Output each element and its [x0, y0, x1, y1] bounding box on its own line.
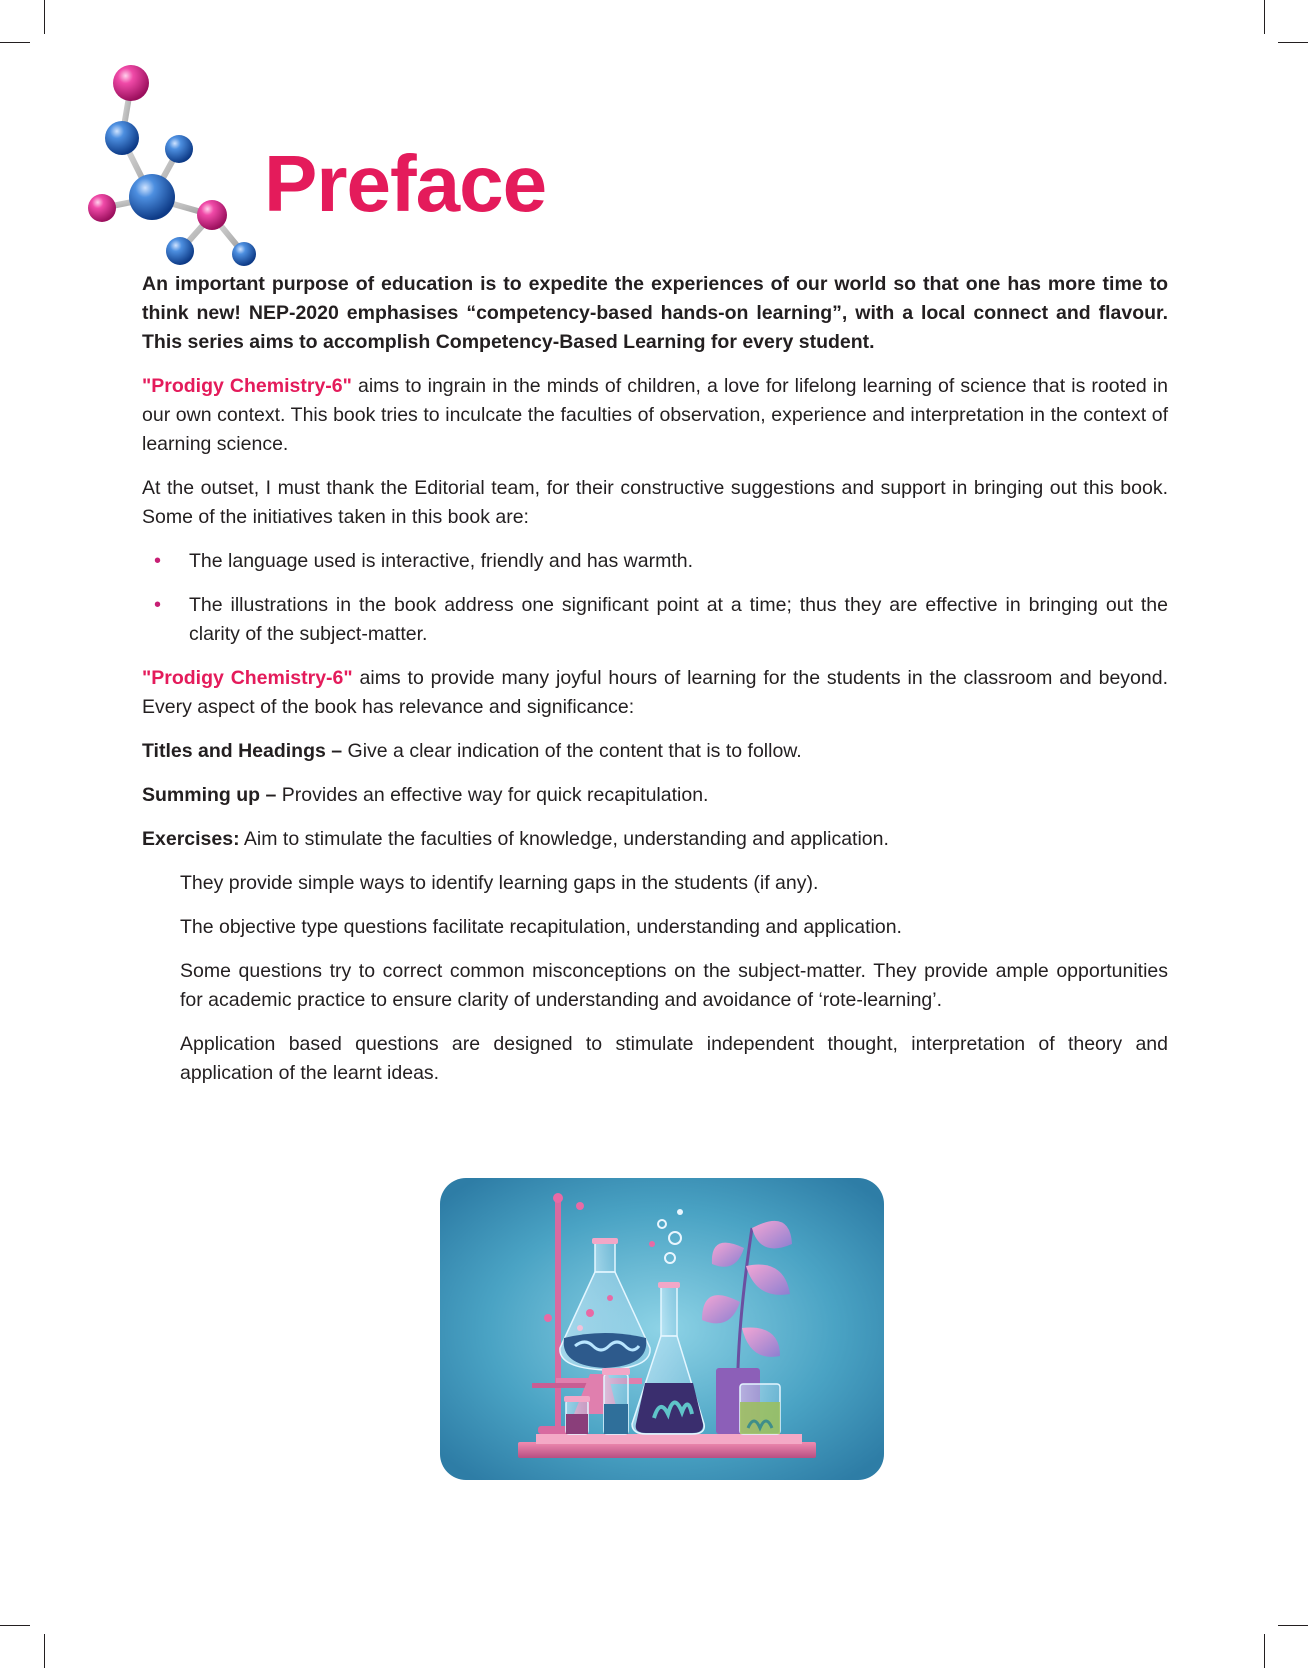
- crop-mark: [44, 1634, 45, 1668]
- molecule-icon: [80, 60, 270, 275]
- crop-mark: [1264, 0, 1265, 34]
- exercise-point: Application based questions are designed to stimulate independent thought, interpretation of theory and application of the learnt ideas.: [180, 1033, 1168, 1084]
- feature-item: Summing up – Provides an effective way for quick recapitulation.: [142, 784, 709, 806]
- feature-label: Summing up –: [142, 784, 277, 806]
- crop-mark: [0, 1625, 30, 1626]
- page-title: Preface: [264, 139, 547, 228]
- laboratory-illustration: [440, 1178, 884, 1480]
- initiatives-list: [142, 547, 1168, 649]
- crop-mark: [1278, 1625, 1308, 1626]
- book-name: "Prodigy Chemistry-6": [142, 375, 352, 397]
- crop-mark: [1264, 1634, 1265, 1668]
- paragraph: At the outset, I must thank the Editorial team, for their constructive suggestions and support in bringing out this book. Some of the initiatives taken in this book are:: [142, 477, 1168, 528]
- feature-item: Exercises: Aim to stimulate the faculties of knowledge, understanding and application.: [142, 828, 889, 850]
- crop-mark: [0, 42, 30, 43]
- bullet-icon: •: [154, 594, 162, 616]
- feature-label: Titles and Headings –: [142, 740, 343, 762]
- exercise-point: They provide simple ways to identify learning gaps in the students (if any).: [180, 872, 819, 894]
- list-item: • The language used is interactive, friendly and has warmth.: [142, 547, 1168, 576]
- feature-item: Titles and Headings – Give a clear indication of the content that is to follow.: [142, 740, 802, 762]
- book-name: "Prodigy Chemistry-6": [142, 667, 353, 689]
- paragraph: "Prodigy Chemistry-6" aims to provide many joyful hours of learning for the students in the classroom and beyond. Every aspect of the book has relevance and significance:: [142, 667, 1168, 718]
- crop-mark: [1278, 42, 1308, 43]
- feature-label: Exercises:: [142, 828, 240, 850]
- intro-paragraph: An important purpose of education is to expedite the experiences of our world so that one has more time to think new! NEP-2020 emphasises “competency-based hands-on learning”, with a local connect and flavour. This series aims to accomplish Competency-Based Learning for every student.: [142, 273, 1168, 353]
- list-item: • The illustrations in the book address one significant point at a time; thus they are effective in bringing out the clarity of the subject-matter.: [142, 591, 1168, 649]
- exercise-point: The objective type questions facilitate recapitulation, understanding and application.: [180, 916, 902, 938]
- paragraph: "Prodigy Chemistry-6" aims to ingrain in the minds of children, a love for lifelong learning of science that is rooted in our own context. This book tries to inculcate the faculties of observation, experience and interpretation in the context of learning science.: [142, 375, 1168, 455]
- crop-mark: [44, 0, 45, 34]
- bullet-icon: •: [154, 550, 162, 572]
- exercise-point: Some questions try to correct common misconceptions on the subject-matter. They provide ample opportunities for academic practice to ensure clarity of understanding and avoidance of ‘rote-learning’.: [180, 960, 1168, 1011]
- preface-body: [142, 270, 1168, 1103]
